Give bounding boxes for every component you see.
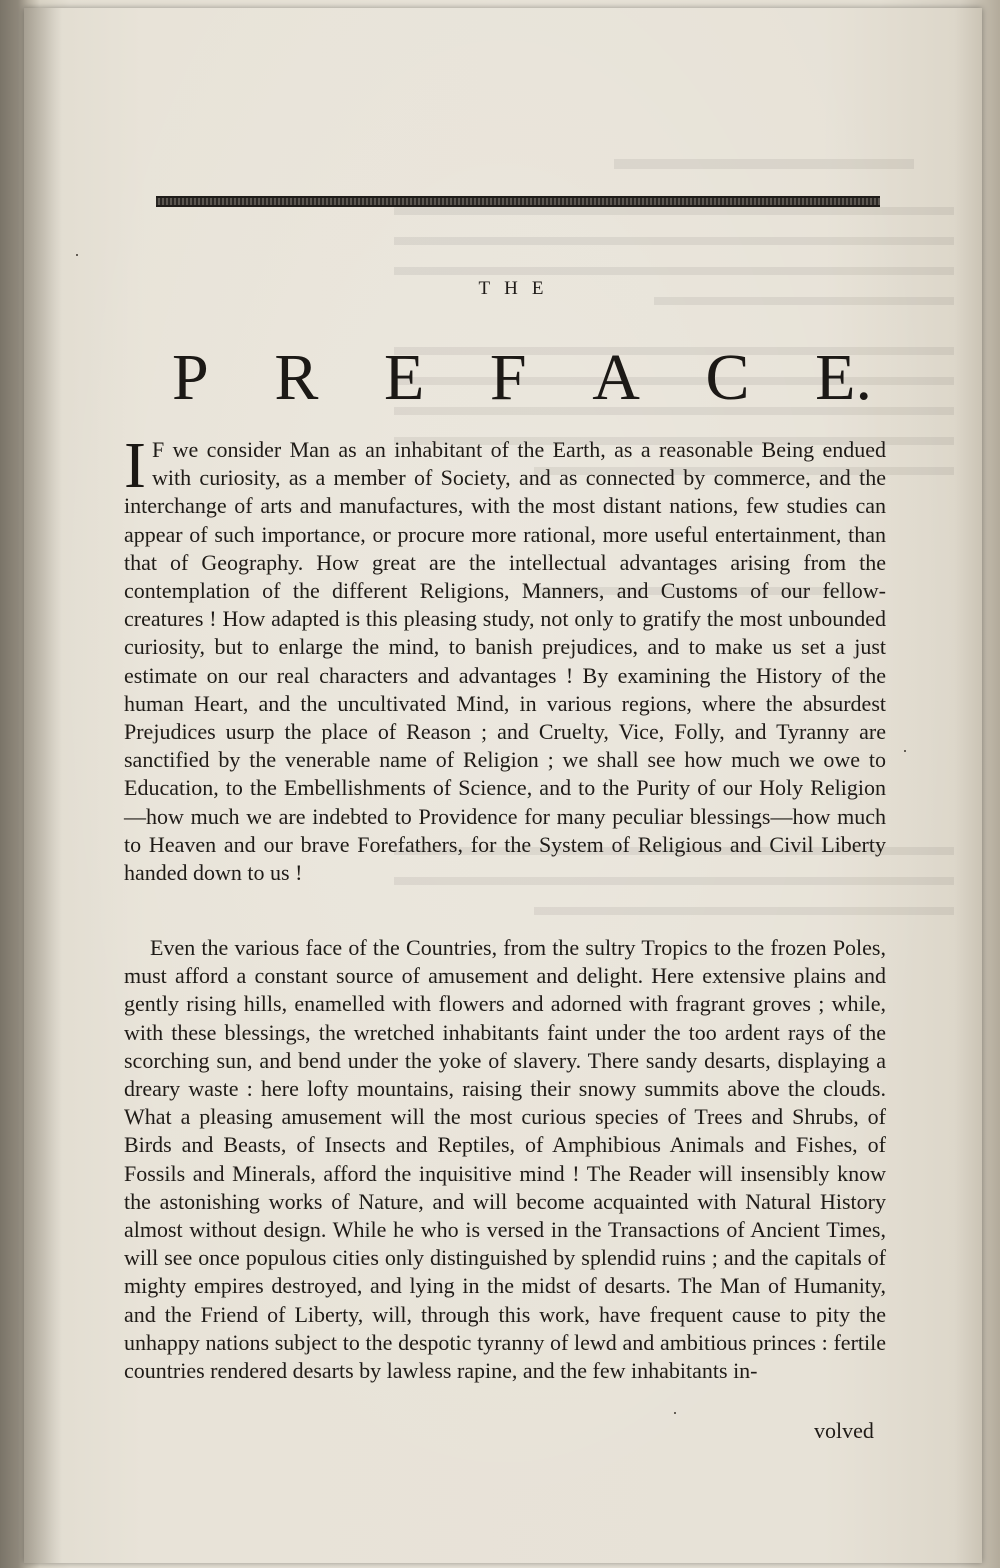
catchword: volved (814, 1418, 874, 1443)
title-letter: E. (815, 341, 872, 414)
title-letter: R (274, 341, 319, 414)
title-letter: C (705, 341, 750, 414)
title-letter: P (172, 341, 209, 414)
speck (674, 1412, 676, 1414)
speck (904, 750, 906, 752)
ornamental-rule (156, 196, 880, 207)
title-letter: E (383, 341, 425, 414)
heading-the: THE (478, 278, 558, 299)
title-letter: F (489, 341, 527, 414)
paragraph-1-text: F we consider Man as an inhabitant of the Earth, as a reasonable Being endued with curiosity, as a member of Society, and as connected by commerce, and the interchange of arts and manufactures, with the most distant nations, few studies can appear of such importance, or procure more rational, more useful entertainment, than that of Geography. How great are the intellectual advantages arising from the contemplation of the different Religions, Manners, and Customs of our fellow-creatures ! How adapted is this pleasing study, not only to gratify the most unbounded curiosity, but to enlarge the mind, to banish prejudices, and to make us set a just estimate on our real characters and advantages ! By examining the History of the human Heart, and the uncultivated Mind, in various regions, where the absurdest Prejudices usurp the place of Reason ; and Cruelty, Vice, Folly, and Tyranny are sanctified by the venerable name of Religion ; we shall see how much we owe to Education, to the Embellishments of Science, and to the Purity of our Holy Religion—how much we are indebted to Providence for many peculiar blessings—how much to Heaven and our brave Forefathers, for the System of Religious and Civil Liberty handed down to us ! (124, 437, 886, 886)
page-title-preface (172, 338, 872, 418)
title-letter: A (592, 341, 640, 414)
book-page (24, 8, 982, 1563)
drop-cap: I (124, 429, 146, 502)
paragraph-2-text: Even the various face of the Countries, from the sultry Tropics to the frozen Poles, must afford a constant source of amusement and delight. Here extensive plains and gently rising hills, enamelled with flowers and adorned with fragrant groves ; while, with these blessings, the wretched inhabitants faint under the too ardent rays of the scorching sun, and bend under the yoke of slavery. There sandy desarts, displaying a dreary waste : here lofty mountains, raising their snowy summits above the clouds. What a pleasing amusement will the most curious species of Trees and Shrubs, of Birds and Beasts, of Insects and Reptiles, of Amphibious Animals and Fishes, of Fossils and Minerals, afford the inquisitive mind ! The Reader will insensibly know the astonishing works of Nature, and will become acquainted with Natural History almost without design. While he who is versed in the Transactions of Ancient Times, will see once populous cities only distinguished by splendid ruins ; and the capitals of mighty empires destroyed, and lying in the midst of desarts. The Man of Humanity, and the Friend of Liberty, will, through this work, have frequent cause to pity the unhappy nations subject to the despotic tyranny of lewd and ambitious princes : fertile countries rendered desarts by lawless rapine, and the few inhabitants in- (124, 935, 886, 1384)
paragraph-1 (124, 429, 886, 887)
speck (76, 254, 78, 256)
page-gutter-shadow (24, 8, 62, 1563)
paragraph-2 (124, 934, 886, 1385)
